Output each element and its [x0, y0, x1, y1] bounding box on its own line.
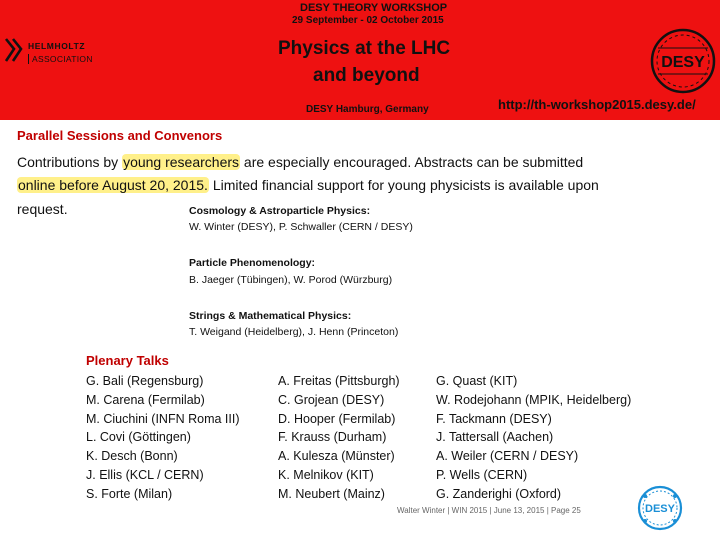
main-title-line1: Physics at the LHC: [278, 38, 451, 59]
highlight-young-researchers: young researchers: [123, 154, 240, 170]
plenary-column-2: [278, 372, 400, 504]
intro-text: Contributions by: [17, 154, 123, 170]
speaker-item: G. Bali (Regensburg): [86, 374, 204, 388]
helmholtz-name: HELMHOLTZ: [28, 41, 86, 51]
header-banner: [0, 0, 720, 120]
session-title-phenomenology: Particle Phenomenology:: [189, 257, 316, 269]
speaker-item: J. Tattersall (Aachen): [436, 430, 554, 445]
speaker-item: K. Desch (Bonn): [86, 449, 178, 464]
speaker-item: F. Krauss (Durham): [278, 430, 387, 445]
workshop-title: DESY THEORY WORKSHOP: [300, 2, 448, 14]
plenary-title: Plenary Talks: [86, 353, 169, 368]
helmholtz-logo: [4, 35, 104, 69]
workshop-url[interactable]: http://th-workshop2015.desy.de/: [498, 97, 696, 112]
session-convenors-strings: T. Weigand (Heidelberg), J. Henn (Princeton): [189, 326, 399, 338]
session-title-strings: Strings & Mathematical Physics:: [189, 310, 352, 322]
speaker-item: G. Zanderighi (Oxford): [436, 486, 562, 501]
highlight-deadline: online before August 20, 2015.: [18, 177, 208, 193]
speaker-item: W. Rodejohann (MPIK, Heidelberg): [436, 392, 632, 407]
intro-line-2: [17, 177, 599, 193]
session-title-cosmology: Cosmology & Astroparticle Physics:: [189, 205, 371, 217]
venue: DESY Hamburg, Germany: [306, 104, 429, 115]
speaker-item: S. Forte (Milan): [86, 486, 173, 501]
speaker-item: G. Quast (KIT): [436, 374, 518, 388]
speaker-item: J. Ellis (KCL / CERN): [86, 467, 204, 482]
section-title: Parallel Sessions and Convenors: [17, 128, 223, 143]
helmholtz-association: ASSOCIATION: [28, 54, 93, 64]
desy-footer-logo-icon: [636, 484, 684, 532]
desy-logo-icon: [648, 26, 718, 96]
intro-line-1: [17, 154, 583, 170]
intro-text: are especially encouraged. Abstracts can be submitted: [240, 154, 584, 170]
speaker-item: M. Ciuchini (INFN Roma III): [86, 411, 240, 426]
speaker-item: M. Carena (Fermilab): [86, 392, 205, 407]
intro-line-3: request.: [17, 201, 68, 217]
workshop-dates: 29 September - 02 October 2015: [292, 15, 444, 26]
speaker-item: P. Wells (CERN): [436, 467, 528, 482]
desy-logo-text: DESY: [661, 54, 705, 71]
session-convenors-cosmology: W. Winter (DESY), P. Schwaller (CERN / DESY): [189, 221, 413, 233]
plenary-column-3: [436, 372, 631, 504]
speaker-item: D. Hooper (Fermilab): [278, 411, 396, 426]
speaker-item: F. Tackmann (DESY): [436, 411, 552, 426]
intro-text: Limited financial support for young physicists is available upon: [208, 177, 599, 193]
desy-footer-logo-text: DESY: [645, 503, 675, 515]
speaker-item: A. Weiler (CERN / DESY): [436, 449, 579, 464]
plenary-column-1: [86, 372, 240, 504]
speaker-item: A. Kulesza (Münster): [278, 449, 395, 464]
main-title-line2: and beyond: [313, 65, 420, 86]
helmholtz-emblem-icon: [4, 35, 24, 65]
speaker-item: L. Covi (Göttingen): [86, 430, 191, 445]
footer-text: Walter Winter | WIN 2015 | June 13, 2015 | Page 25: [397, 506, 581, 515]
speaker-item: C. Grojean (DESY): [278, 392, 385, 407]
speaker-item: K. Melnikov (KIT): [278, 467, 374, 482]
speaker-item: A. Freitas (Pittsburgh): [278, 374, 400, 388]
speaker-item: M. Neubert (Mainz): [278, 486, 385, 501]
session-convenors-phenomenology: B. Jaeger (Tübingen), W. Porod (Würzburg): [189, 274, 393, 286]
